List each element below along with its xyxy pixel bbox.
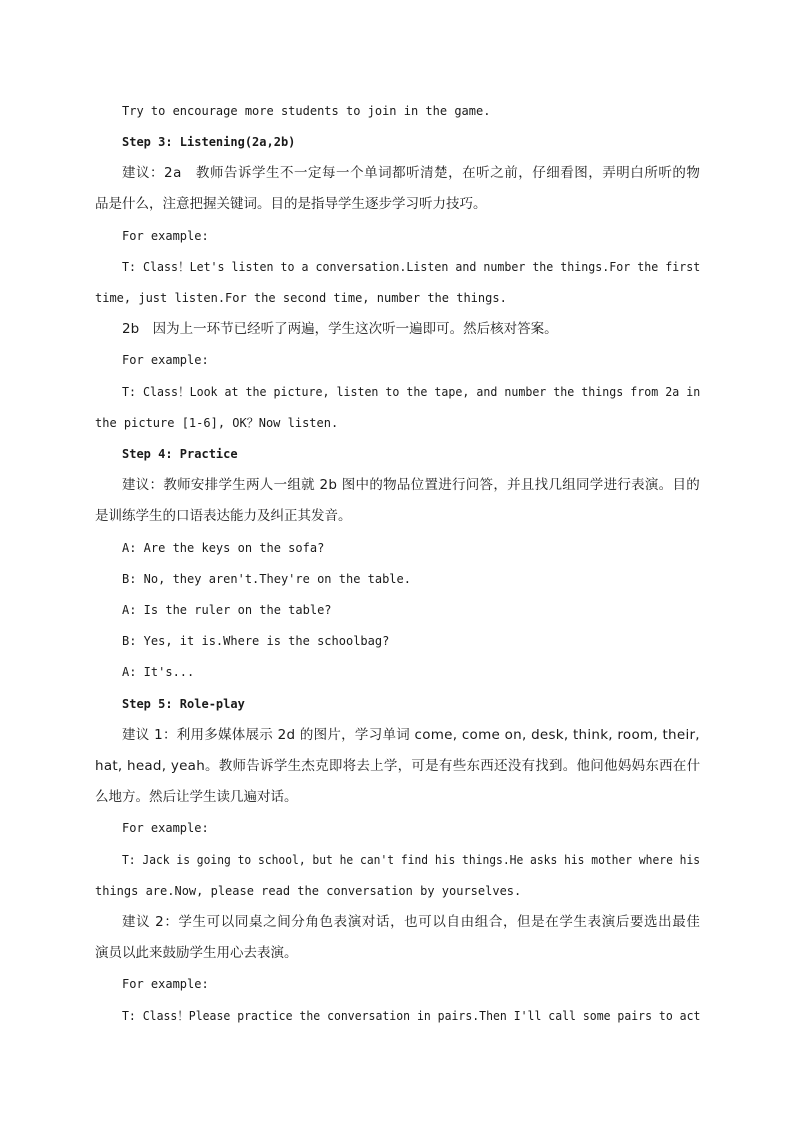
dialogue-line: A: It's...	[122, 665, 195, 679]
paragraph-line: 演员以此来鼓励学生用心去表演。	[95, 945, 298, 961]
paragraph-line: T: Class！Let's listen to a conversation.Listen and number the things.For the first	[122, 260, 701, 274]
paragraph-line: For example:	[122, 229, 209, 243]
paragraph-line: 建议：2a 教师告诉学生不一定每一个单词都听清楚，在听之前，仔细看图，弄明白所听的物	[122, 165, 701, 181]
paragraph-line: Try to encourage more students to join in the game.	[122, 104, 491, 118]
paragraph-line: things are.Now, please read the conversation by yourselves.	[95, 884, 522, 898]
paragraph-line: For example:	[122, 821, 209, 835]
paragraph-line: 2b 因为上一环节已经听了两遍，学生这次听一遍即可。然后核对答案。	[122, 321, 558, 337]
step-heading: Step 3: Listening(2a,2b)	[122, 135, 296, 149]
paragraph-line: 品是什么，注意把握关键词。目的是指导学生逐步学习听力技巧。	[95, 196, 487, 212]
paragraph-line: the picture [1-6], OK？Now listen.	[95, 416, 339, 430]
dialogue-line: A: Is the ruler on the table?	[122, 603, 332, 617]
step-heading: Step 5: Role-play	[122, 697, 245, 711]
paragraph-line: 么地方。然后让学生读几遍对话。	[95, 789, 298, 805]
paragraph-line: 是训练学生的口语表达能力及纠正其发音。	[95, 508, 352, 524]
paragraph-line: T: Jack is going to school, but he can't find his things.He asks his mother where his	[122, 853, 701, 867]
paragraph-line: For example:	[122, 977, 209, 991]
paragraph-line: For example:	[122, 353, 209, 367]
paragraph-line: 建议 1：利用多媒体展示 2d 的图片，学习单词 come, come on, desk, think, room, their,	[122, 727, 700, 743]
dialogue-line: B: No, they aren't.They're on the table.	[122, 572, 411, 586]
paragraph-line: 建议 2：学生可以同桌之间分角色表演对话，也可以自由组合，但是在学生表演后要选出最佳	[122, 914, 701, 930]
paragraph-line: T: Class！Look at the picture, listen to the tape, and number the things from 2a in	[122, 385, 701, 399]
dialogue-line: B: Yes, it is.Where is the schoolbag?	[122, 634, 390, 648]
paragraph-line: T: Class！Please practice the conversation in pairs.Then I'll call some pairs to act	[122, 1009, 701, 1023]
paragraph-line: 建议：教师安排学生两人一组就 2b 图中的物品位置进行问答，并且找几组同学进行表演。目的	[122, 477, 701, 493]
step-heading: Step 4: Practice	[122, 447, 238, 461]
paragraph-line: hat, head, yeah。教师告诉学生杰克即将去上学，可是有些东西还没有找到。他问他妈妈东西在什	[95, 758, 701, 774]
dialogue-line: A: Are the keys on the sofa?	[122, 541, 325, 555]
paragraph-line: time, just listen.For the second time, number the things.	[95, 291, 507, 305]
